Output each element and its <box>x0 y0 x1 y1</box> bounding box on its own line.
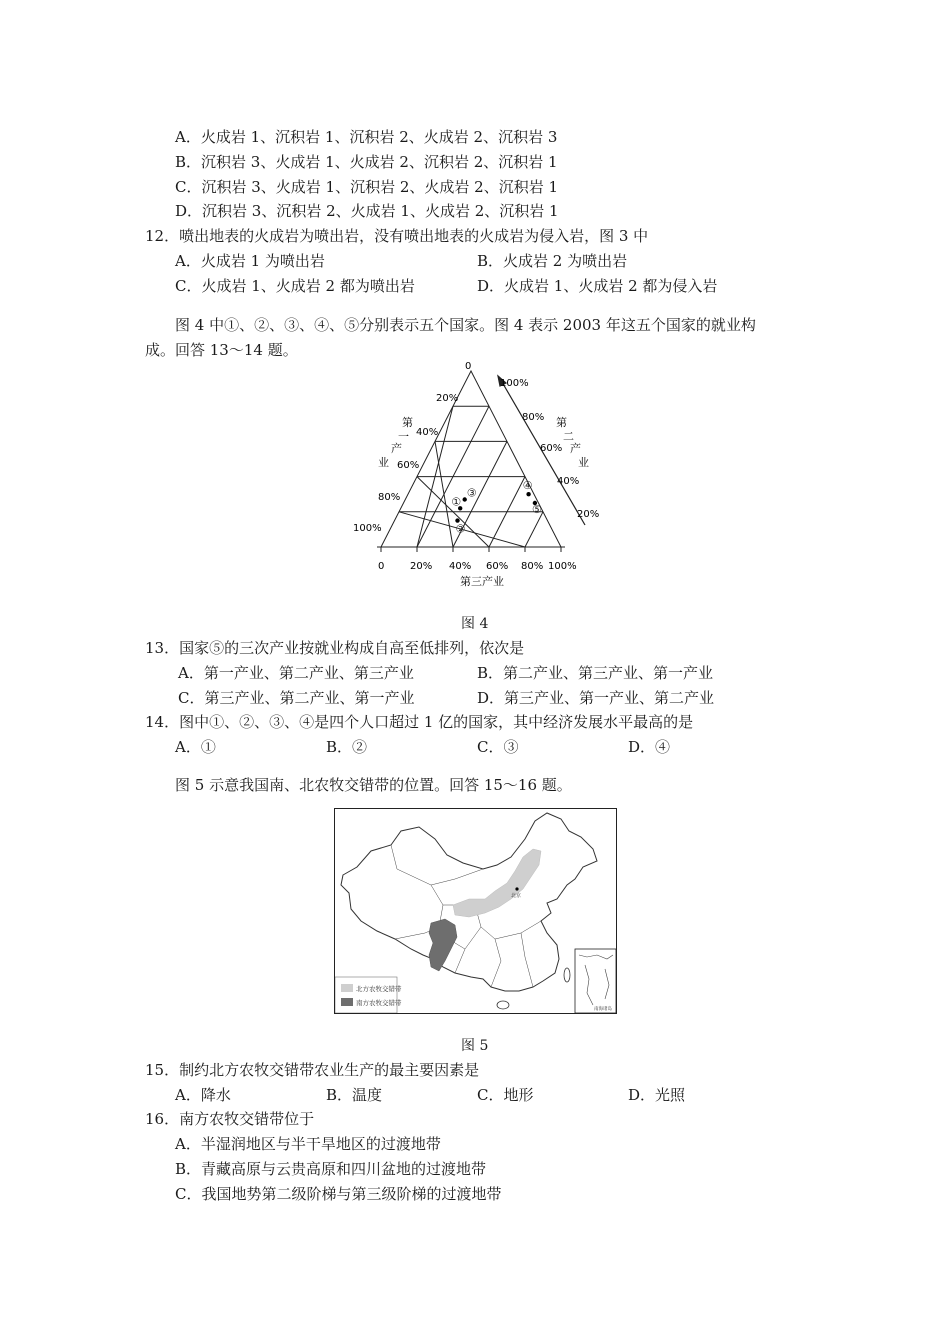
beijing-dot <box>515 887 518 890</box>
country-point-label: ④ <box>522 479 533 493</box>
intro-15-16: 图 5 示意我国南、北农牧交错带的位置。回答 15～16 题。 <box>175 776 572 794</box>
q12-option-a: A．火成岩 1 为喷出岩 <box>175 252 325 270</box>
left-axis-char-3: 产 <box>391 442 402 455</box>
q11-option-c: C．沉积岩 3、火成岩 1、沉积岩 2、火成岩 2、沉积岩 1 <box>175 178 559 196</box>
china-map-svg <box>335 809 616 1013</box>
country-point-label: ⑤ <box>531 503 542 516</box>
q16-option-b: B．青藏高原与云贵高原和四川盆地的过渡地带 <box>175 1160 487 1178</box>
q15-option-c: C．地形 <box>477 1086 534 1104</box>
figure4-ternary-chart <box>340 355 610 595</box>
q12-stem: 12．喷出地表的火成岩为喷出岩，没有喷出地表的火成岩为侵入岩，图 3 中 <box>145 227 649 245</box>
q15-option-a: A．降水 <box>175 1086 231 1104</box>
left-tick-100: 100% <box>353 523 382 534</box>
right-axis-char-2: 二 <box>563 430 574 443</box>
q14-stem: 14．图中①、②、③、④是四个人口超过 1 亿的国家，其中经济发展水平最高的是 <box>145 713 694 731</box>
right-tick-80: 80% <box>522 412 545 423</box>
q15-stem: 15．制约北方农牧交错带农业生产的最主要因素是 <box>145 1061 480 1079</box>
q15-option-d: D．光照 <box>628 1086 686 1104</box>
inset-label: 南海诸岛 <box>594 1007 612 1012</box>
q16-option-a: A．半湿润地区与半干旱地区的过渡地带 <box>175 1135 441 1153</box>
right-axis-char-4: 业 <box>578 456 589 469</box>
q11-option-b: B．沉积岩 3、火成岩 1、火成岩 2、沉积岩 2、沉积岩 1 <box>175 153 558 171</box>
bottom-tick-0: 0 <box>378 561 385 572</box>
q13-option-a: A．第一产业、第二产业、第三产业 <box>178 664 414 682</box>
country-point-label: ② <box>455 522 466 536</box>
q12-option-d: D．火成岩 1、火成岩 2 都为侵入岩 <box>477 277 718 295</box>
q13-stem: 13．国家⑤的三次产业按就业构成自高至低排列，依次是 <box>145 639 525 657</box>
bottom-axis-title: 第三产业 <box>460 575 504 588</box>
legend-box <box>335 977 397 1013</box>
taiwan-island <box>564 968 570 982</box>
q11-option-d: D．沉积岩 3、沉积岩 2、火成岩 1、火成岩 2、沉积岩 1 <box>175 202 559 220</box>
figure5-caption: 图 5 <box>461 1038 489 1054</box>
country-points <box>451 479 542 535</box>
south-sea-inset <box>575 949 616 1013</box>
q13-option-d: D．第三产业、第一产业、第二产业 <box>477 689 715 707</box>
bottom-tick-60: 60% <box>486 561 509 572</box>
grid-line-ascending <box>525 512 543 547</box>
bottom-tick-20: 20% <box>410 561 433 572</box>
legend-swatch-south <box>341 998 353 1006</box>
right-axis-char-3: 产 <box>570 442 581 455</box>
legend-label-north: 北方农牧交错带 <box>356 985 402 993</box>
q14-option-d: D．④ <box>628 738 671 756</box>
left-axis-char-2: 一 <box>398 430 409 443</box>
country-point-label: ① <box>451 495 462 509</box>
right-tick-40: 40% <box>557 476 580 487</box>
q14-option-c: C．③ <box>477 738 519 756</box>
left-tick-80: 80% <box>378 492 401 503</box>
q16-stem: 16．南方农牧交错带位于 <box>145 1110 315 1128</box>
q12-option-b: B．火成岩 2 为喷出岩 <box>477 252 628 270</box>
bottom-tick-40: 40% <box>449 561 472 572</box>
figure5-map <box>334 808 617 1014</box>
q12-option-c: C．火成岩 1、火成岩 2 都为喷出岩 <box>175 277 415 295</box>
bottom-tick-100: 100% <box>548 561 577 572</box>
triangle-border <box>381 371 561 547</box>
legend-label-south: 南方农牧交错带 <box>356 999 402 1007</box>
figure4-caption: 图 4 <box>461 616 489 632</box>
right-tick-20: 20% <box>577 509 600 520</box>
intro-13-14-line1: 图 4 中①、②、③、④、⑤分别表示五个国家。图 4 表示 2003 年这五个国家的就业构 <box>175 316 756 334</box>
right-axis-char-1: 第 <box>556 416 567 429</box>
country-point-label: ③ <box>466 486 477 500</box>
q15-option-b: B．温度 <box>326 1086 383 1104</box>
q14-option-a: A．① <box>175 738 216 756</box>
legend-swatch-north <box>341 984 353 992</box>
hainan-island <box>497 1001 509 1009</box>
beijing-label: 北京 <box>511 893 522 899</box>
q16-option-c: C．我国地势第二级阶梯与第三级阶梯的过渡地带 <box>175 1185 502 1203</box>
q11-option-a: A．火成岩 1、沉积岩 1、沉积岩 2、火成岩 2、沉积岩 3 <box>175 128 558 146</box>
left-tick-40: 40% <box>416 427 439 438</box>
right-tick-60: 60% <box>540 443 563 454</box>
left-tick-20: 20% <box>436 393 459 404</box>
bottom-tick-80: 80% <box>521 561 544 572</box>
left-tick-0: 0 <box>465 361 472 372</box>
left-axis-char-4: 业 <box>378 456 389 469</box>
left-axis-char-1: 第 <box>402 416 413 429</box>
country-point <box>526 492 530 496</box>
right-tick-100: 100% <box>500 378 529 389</box>
intro-13-14-line2: 成。回答 13～14 题。 <box>145 341 298 359</box>
grid-line-descending <box>435 441 453 547</box>
q13-option-b: B．第二产业、第三产业、第一产业 <box>477 664 714 682</box>
q14-option-b: B．② <box>326 738 368 756</box>
q13-option-c: C．第三产业、第二产业、第一产业 <box>178 689 415 707</box>
left-tick-60: 60% <box>397 460 420 471</box>
